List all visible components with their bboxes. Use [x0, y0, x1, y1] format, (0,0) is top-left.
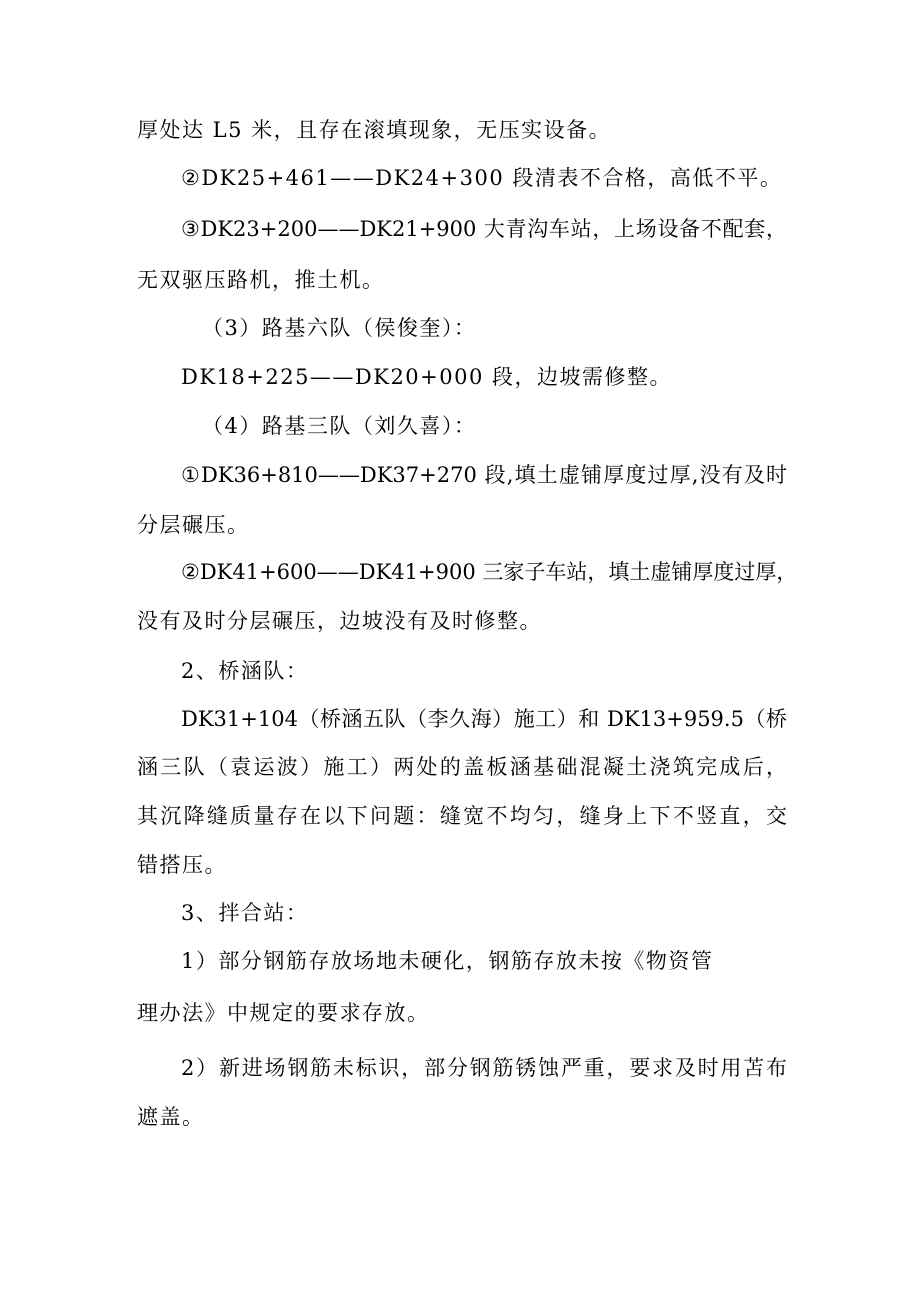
- section-heading-road-team-3: （4）路基三队（刘久喜）：: [202, 414, 477, 438]
- text-line-13: DK31+104（桥涵五队（李久海）施工）和 DK13+959.5（桥: [181, 707, 787, 731]
- text-line-15: 其沉降缝质量存在以下问题：缝宽不均匀，缝身上下不竖直，交: [137, 804, 787, 828]
- text-line-1: 厚处达 L5 米，且存在滚填现象，无压实设备。: [137, 118, 612, 142]
- section-heading-bridge-team: 2、桥涵队：: [181, 659, 309, 683]
- text-line-6: DK18+225——DK20+000 段，边坡需修整。: [181, 365, 673, 389]
- section-heading-road-team-6: （3）路基六队（侯俊奎）：: [202, 316, 477, 340]
- text-line-21: 遮盖。: [137, 1105, 205, 1129]
- text-line-14: 涵三队（袁运波）施工）两处的盖板涵基础混凝土浇筑完成后，: [137, 755, 787, 779]
- text-line-11: 没有及时分层碾压，边坡没有及时修整。: [137, 609, 542, 633]
- text-line-9: 分层碾压。: [137, 513, 250, 537]
- text-line-2: ②DK25+461——DK24+300 段清表不合格，高低不平。: [181, 166, 783, 190]
- text-line-19: 理办法》中规定的要求存放。: [137, 1001, 430, 1025]
- text-line-4: 无双驱压路机，推土机。: [137, 268, 385, 292]
- text-line-20: 2）新进场钢筋未标识，部分钢筋锈蚀严重，要求及时用苫布: [181, 1056, 787, 1080]
- text-line-8: ①DK36+810——DK37+270 段,填土虚铺厚度过厚,没有及时: [181, 463, 787, 487]
- text-line-10: ②DK41+600——DK41+900 三家子车站，填土虚铺厚度过厚，: [181, 560, 798, 584]
- text-line-16: 错搭压。: [137, 853, 227, 877]
- text-line-3: ③DK23+200——DK21+900 大青沟车站，上场设备不配套，: [181, 217, 787, 241]
- section-heading-mixing-station: 3、拌合站：: [181, 901, 309, 925]
- text-line-18: 1）部分钢筋存放场地未硬化，钢筋存放未按《物资管: [181, 949, 714, 973]
